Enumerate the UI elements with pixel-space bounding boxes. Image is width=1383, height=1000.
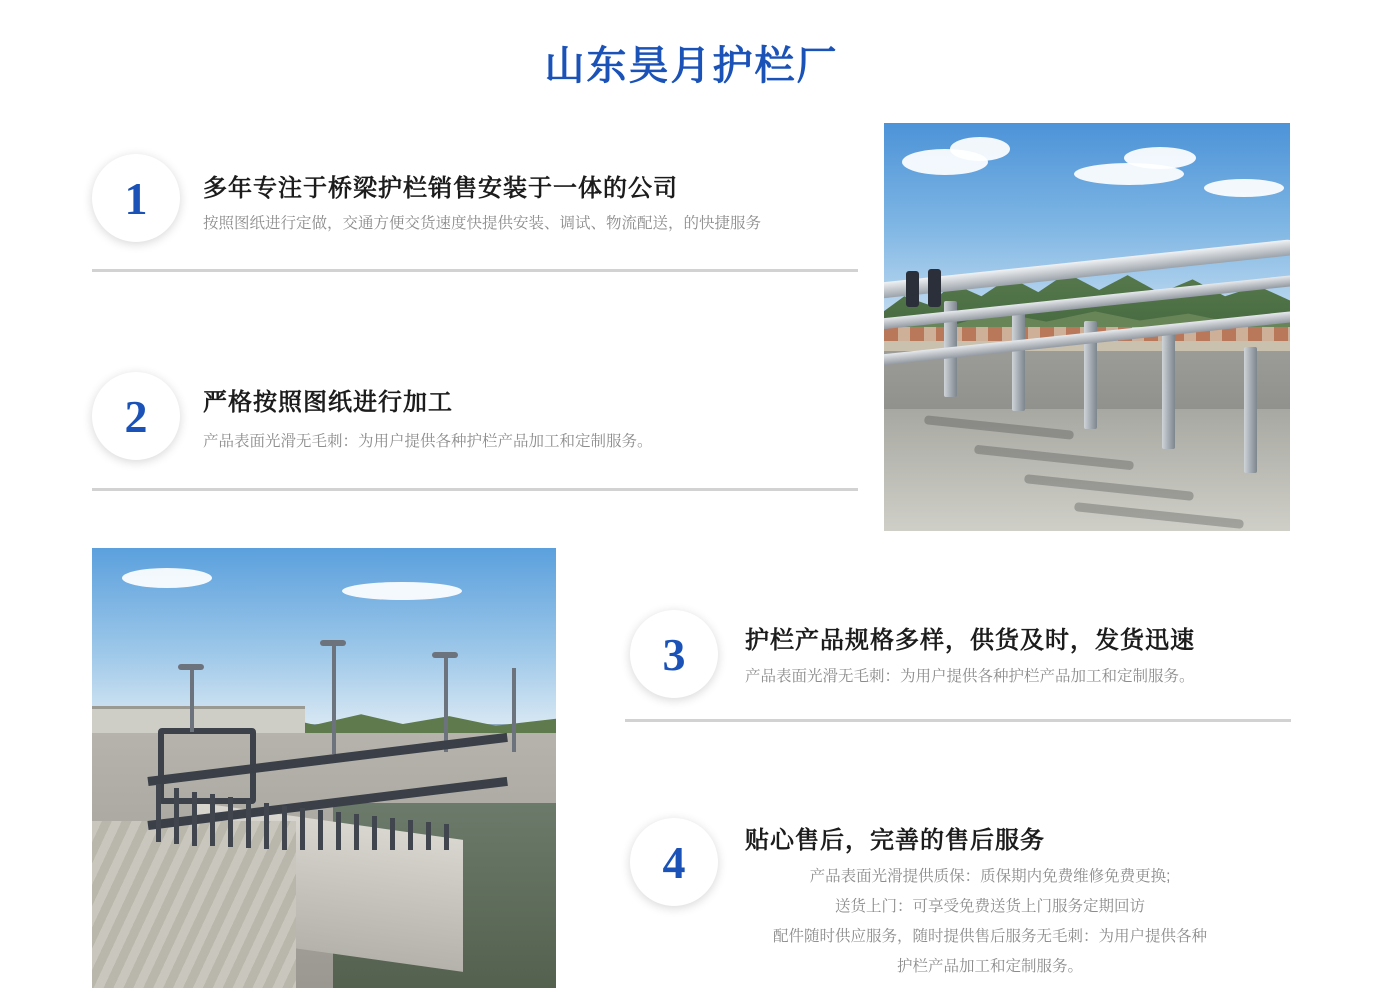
item-3-subtext: 产品表面光滑无毛刺：为用户提供各种护栏产品加工和定制服务。 — [745, 668, 1195, 685]
lamp-head-icon — [432, 652, 458, 658]
lamp-post — [444, 656, 448, 752]
item-2-number: 2 — [124, 390, 148, 442]
cloud-icon — [1124, 147, 1196, 169]
lamp-post — [512, 668, 516, 752]
item-3-divider — [625, 719, 1291, 722]
item-4-subtext-line-3: 配件随时供应服务，随时提供售后服务无毛刺：为用户提供各种 — [772, 928, 1207, 945]
item-4-subtext-line-1: 产品表面光滑提供质保：质保期内免费维修免费更换; — [809, 868, 1171, 885]
page-title: 山东昊月护栏厂 — [544, 44, 839, 88]
item-1-number-badge — [92, 154, 180, 242]
cloud-icon — [1204, 179, 1284, 197]
guardrail-baluster — [210, 794, 215, 846]
worker-figure — [906, 271, 919, 307]
guardrail-post — [1162, 333, 1175, 449]
guardrail-baluster — [318, 810, 323, 850]
guardrail-baluster — [444, 824, 449, 850]
guardrail-baluster — [174, 788, 179, 844]
item-4-subtext-line-2: 送货上门：可享受免费送货上门服务定期回访 — [834, 898, 1145, 915]
item-2-number-badge — [92, 372, 180, 460]
item-4-heading: 贴心售后，完善的售后服务 — [745, 827, 1045, 854]
item-2-heading: 严格按照图纸进行加工 — [203, 389, 453, 416]
item-1-heading: 多年专注于桥梁护栏销售安装于一体的公司 — [203, 175, 678, 202]
lamp-head-icon — [320, 640, 346, 646]
item-4-number: 4 — [662, 836, 686, 888]
guardrail-baluster — [264, 803, 269, 849]
item-1-divider — [92, 269, 858, 272]
lamp-post — [332, 644, 336, 754]
item-3-heading: 护栏产品规格多样，供货及时，发货迅速 — [745, 627, 1195, 654]
cloud-icon — [950, 137, 1010, 161]
guardrail-baluster — [408, 820, 413, 850]
guardrail-baluster — [336, 812, 341, 850]
item-4-subtext-line-4: 护栏产品加工和定制服务。 — [896, 958, 1083, 975]
item-4-subtext — [690, 862, 1290, 982]
canal-dark-guardrail-photo — [92, 548, 556, 988]
guardrail-baluster — [426, 822, 431, 850]
guardrail-baluster — [390, 818, 395, 850]
guardrail-baluster — [246, 800, 251, 848]
worker-figure — [928, 269, 941, 307]
lamp-head-icon — [178, 664, 204, 670]
cloud-icon — [342, 582, 462, 600]
guardrail-baluster — [372, 816, 377, 850]
bridge-stainless-guardrail-photo — [884, 123, 1290, 531]
guardrail-baluster — [300, 808, 305, 850]
item-1-subtext: 按照图纸进行定做，交通方便交货速度快提供安装、调试、物流配送，的快捷服务 — [203, 215, 762, 232]
guardrail-post — [1244, 347, 1257, 473]
lamp-post — [190, 668, 194, 732]
guardrail-baluster — [354, 814, 359, 850]
item-1-number: 1 — [124, 172, 148, 224]
guardrail-baluster — [192, 792, 197, 846]
item-2-divider — [92, 488, 858, 491]
guardrail-baluster — [156, 784, 161, 842]
item-2-subtext: 产品表面光滑无毛刺：为用户提供各种护栏产品加工和定制服务。 — [203, 433, 653, 450]
guardrail-baluster — [228, 797, 233, 847]
guardrail-post — [1012, 311, 1025, 411]
item-3-number: 3 — [662, 628, 686, 680]
item-3-number-badge — [630, 610, 718, 698]
cloud-icon — [122, 568, 212, 588]
guardrail-baluster — [282, 806, 287, 850]
